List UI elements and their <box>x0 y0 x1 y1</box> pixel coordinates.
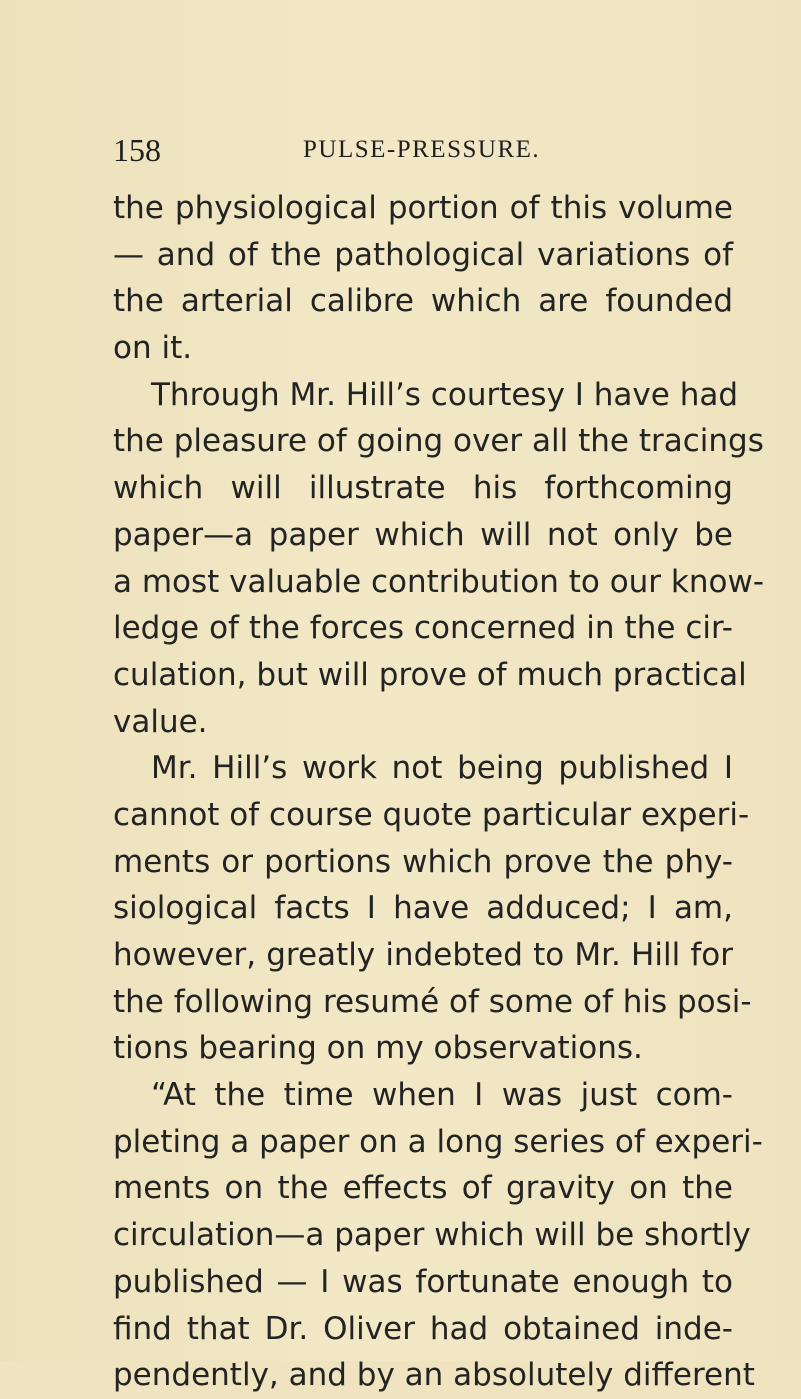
text-line: value. <box>113 703 208 740</box>
text-line: cannot of course quote particular experi- <box>113 796 750 833</box>
page-header <box>113 130 733 170</box>
text-line: pleting a paper on a long series of experi- <box>113 1123 763 1160</box>
text-line: the arterial calibre which are founded <box>113 283 733 320</box>
text-line: which will illustrate his forthcoming <box>113 470 733 507</box>
page-number: 158 <box>113 132 161 168</box>
text-line: Through Mr. Hill’s courtesy I have had <box>151 376 739 413</box>
body-text <box>113 185 765 1399</box>
text-line: ments or portions which prove the phy- <box>113 843 733 880</box>
text-line: pendently, and by an absolutely different <box>113 1357 755 1394</box>
text-line: ledge of the forces concerned in the cir- <box>113 610 733 647</box>
text-line: ments on the effects of gravity on the <box>113 1170 733 1207</box>
text-line: the physiological portion of this volume <box>113 190 733 226</box>
text-line: however, greatly indebted to Mr. Hill for <box>113 937 733 973</box>
text-line: on it. <box>113 330 193 367</box>
running-head: PULSE-PRESSURE. <box>303 136 541 163</box>
text-line: the following resumé of some of his posi- <box>113 983 752 1020</box>
text-line: published — I was fortunate enough to <box>113 1263 733 1300</box>
text-line: tions bearing on my observations. <box>113 1030 643 1067</box>
text-line: culation, but will prove of much practical <box>113 656 747 693</box>
text-line: — and of the pathological variations of <box>113 236 733 273</box>
text-line: siological facts I have adduced; I am, <box>113 890 733 927</box>
text-line: “At the time when I was just com- <box>151 1077 733 1114</box>
text-line: a most valuable contribution to our know- <box>113 563 765 600</box>
text-line: the pleasure of going over all the tracings <box>113 423 764 460</box>
text-line: find that Dr. Oliver had obtained inde- <box>113 1310 733 1347</box>
text-line: paper—a paper which will not only be <box>113 516 733 553</box>
text-line: Mr. Hill’s work not being published I <box>151 750 733 787</box>
text-line: circulation—a paper which will be shortly <box>113 1217 751 1254</box>
